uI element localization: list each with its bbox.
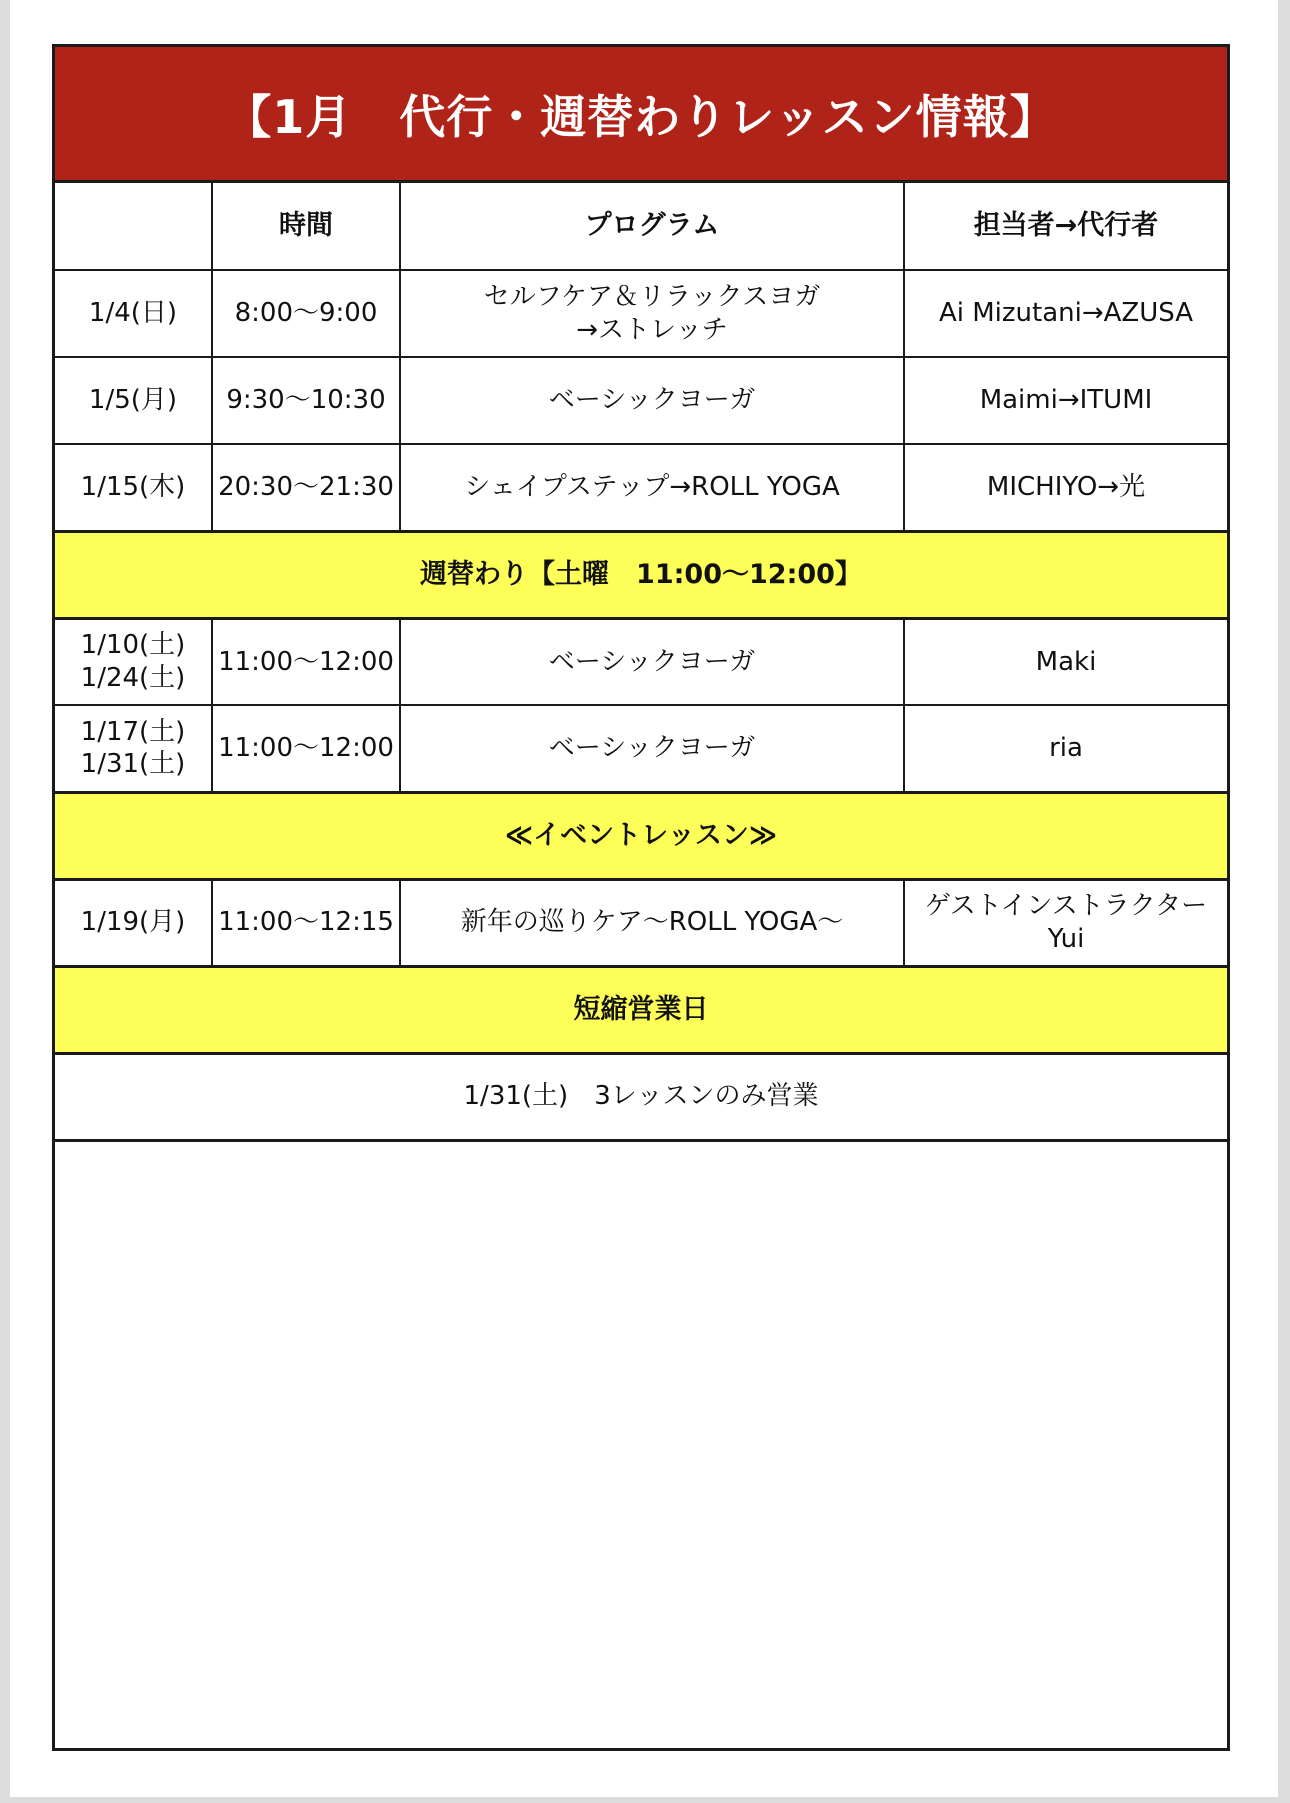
schedule-table (55, 183, 1227, 1142)
page-title: 【1月 代行・週替わりレッスン情報】 (55, 47, 1227, 183)
row-program-line: セルフケア＆リラックスヨガ (483, 282, 821, 312)
weekly-section-label: 週替わり【土曜 11:00〜12:00】 (55, 531, 1227, 618)
row-instructor: Ai Mizutani→AZUSA (904, 270, 1227, 357)
document-page (10, 0, 1278, 1797)
table-row (55, 270, 1227, 357)
row-time: 9:30〜10:30 (212, 357, 400, 444)
row-time: 11:00〜12:00 (212, 618, 400, 705)
short-hours-row (55, 1053, 1227, 1140)
row-instructor-line: Yui (1047, 923, 1085, 954)
row-program: ベーシックヨーガ (400, 618, 904, 705)
event-section-label: ≪イベントレッスン≫ (55, 792, 1227, 879)
row-program-line: →ストレッチ (576, 314, 728, 345)
table-row (55, 705, 1227, 792)
row-program: ベーシックヨーガ (400, 357, 904, 444)
row-date: 1/15(木) (55, 444, 212, 531)
row-instructor: MICHIYO→光 (904, 444, 1227, 531)
event-section-header (55, 792, 1227, 879)
table-row (55, 357, 1227, 444)
header-date (55, 183, 212, 270)
header-instructor: 担当者→代行者 (904, 183, 1227, 270)
weekly-section-header (55, 531, 1227, 618)
row-date-line: 1/31(土) (80, 749, 186, 780)
short-hours-label: 短縮営業日 (55, 966, 1227, 1053)
short-hours-note: 1/31(土) 3レッスンのみ営業 (55, 1053, 1227, 1140)
table-row (55, 879, 1227, 966)
row-program: ベーシックヨーガ (400, 705, 904, 792)
short-hours-header (55, 966, 1227, 1053)
row-instructor: Maimi→ITUMI (904, 357, 1227, 444)
table-row (55, 444, 1227, 531)
row-time: 11:00〜12:00 (212, 705, 400, 792)
row-date: 1/19(月) (55, 879, 212, 966)
table-header-row (55, 183, 1227, 270)
header-time: 時間 (212, 183, 400, 270)
row-date: 1/4(日) (55, 270, 212, 357)
row-date (55, 618, 212, 705)
row-date-line: 1/24(土) (80, 662, 186, 693)
row-date (55, 705, 212, 792)
row-date-line: 1/17(土) (80, 716, 186, 747)
row-date-line: 1/10(土) (80, 630, 186, 661)
row-date: 1/5(月) (55, 357, 212, 444)
table-row (55, 618, 1227, 705)
row-program (400, 270, 904, 357)
row-program: 新年の巡りケア〜ROLL YOGA〜 (400, 879, 904, 966)
row-instructor: ria (904, 705, 1227, 792)
header-program: プログラム (400, 183, 904, 270)
row-program: シェイプステップ→ROLL YOGA (400, 444, 904, 531)
row-instructor (904, 879, 1227, 966)
row-instructor: Maki (904, 618, 1227, 705)
schedule-sheet (52, 44, 1230, 1751)
row-time: 20:30〜21:30 (212, 444, 400, 531)
row-time: 11:00〜12:15 (212, 879, 400, 966)
row-instructor-line: ゲストインストラクター (924, 891, 1208, 921)
row-time: 8:00〜9:00 (212, 270, 400, 357)
